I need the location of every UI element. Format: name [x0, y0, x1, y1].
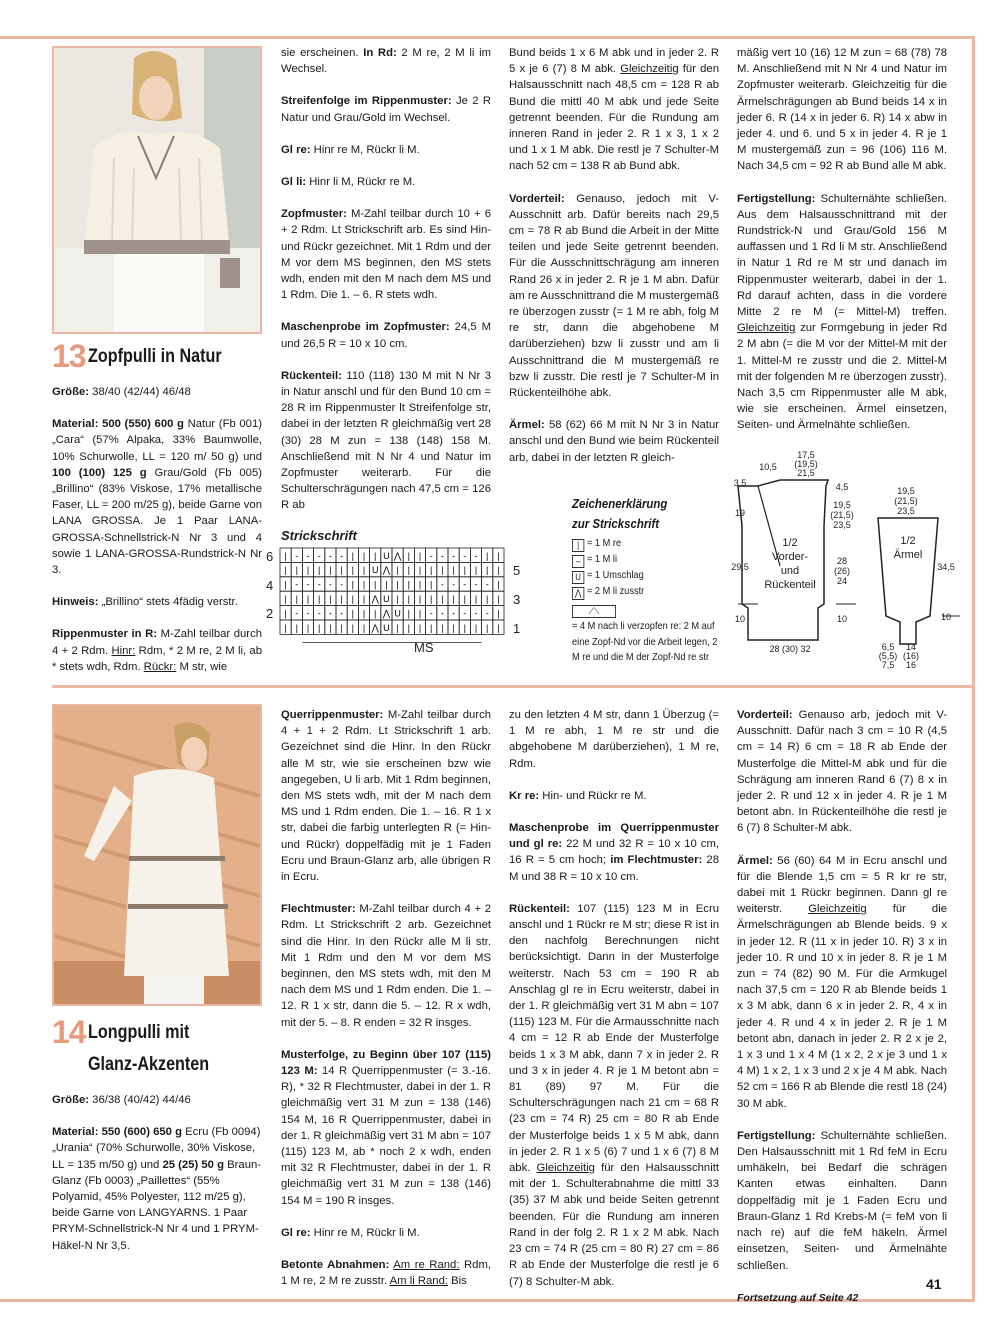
chart-symbol: | — [452, 594, 455, 604]
article14-column-1 — [52, 1092, 262, 1270]
rib-paragraph: Rippenmuster in R: M-Zahl teilbar durch 4 + 2 Rdm. Hinr: Rdm, * 2 M re, 2 M li, ab * stets wdh, Rdm. Rückr: M str, wie — [52, 628, 263, 673]
decrease-symbol-icon: ⋀ — [572, 587, 584, 600]
chart-symbol: | — [430, 579, 433, 590]
knit-symbol-icon: | — [572, 539, 584, 552]
article14-heading-line1: Longpulli mit — [87, 1022, 189, 1043]
sequence-paragraph: Musterfolge, zu Beginn über 107 (115) 123 M: 14 R Querrippenmuster (= 3.-16. R), * 32 R Flechtmuster, dabei in der 1. R gleichmäßig vert 31 M zun = 138 (146) 154 M, 16 R Querrippenmuster, dabei in der 1. R gleichmäßig vert 31 M abn = 107 (115) 123 M, ab * noch 2 x wdh, enden mit 32 R Flechtmuster, dabei in der 1. R gleichmäßig vert 31 M zun = 138 (146) 154 M = 190 R insges. — [281, 1048, 491, 1207]
chart-symbol: U — [383, 550, 390, 561]
sleeve-paragraph: Ärmel: 58 (62) 66 M mit N Nr 3 in Natur anschl und den Bund wie beim Rückenteil arb, dabei in der letzten R gleich- — [509, 419, 719, 464]
legend-yarnover: U = 1 Umschlag — [572, 568, 722, 584]
chart-symbol: | — [463, 622, 466, 633]
chart-symbol: | — [407, 622, 410, 633]
sleeve-cuff-a-1: 6,5 — [881, 642, 895, 652]
size-paragraph-14: Größe: 36/38 (40/42) 44/46 — [52, 1094, 191, 1106]
label-front-1: Vorder- — [771, 551, 809, 563]
chart-symbol: | — [474, 565, 478, 576]
dim-bottom-width: 28 (30) 32 — [769, 644, 811, 654]
top-rule — [0, 36, 975, 39]
chart-symbol: | — [418, 608, 422, 619]
cable-paragraph: Zopfmuster: M-Zahl teilbar durch 10 + 6 + 2 Rdm. Lt Strickschrift arb. Es sind Hin- und Rückr gezeichnet. Mit 1 Rdm und der M vor dem MS beginnen, den MS stets wdh, enden mit den M nach dem MS und 1 Rdm. Die 1. – 6. R stets wdh. — [281, 208, 491, 302]
chart-symbol: | — [340, 622, 343, 633]
dim-neck-left: 10,5 — [759, 462, 777, 472]
knitting-chart — [262, 544, 532, 660]
photo-longpulli — [52, 704, 262, 1006]
sleeve-label-name: Ärmel — [893, 549, 923, 561]
chart-symbol: - — [463, 550, 467, 561]
schematic-front-back — [728, 446, 868, 662]
sleeve-rib: 10 — [940, 612, 952, 622]
chart-symbol: | — [396, 594, 399, 604]
chart-symbol: U — [394, 608, 401, 619]
chart-symbol: | — [430, 594, 433, 604]
chart-symbol: | — [430, 565, 433, 576]
chart-symbol: - — [306, 579, 310, 590]
chart-symbol: ⋀ — [393, 550, 402, 561]
chart-symbol: - — [485, 579, 489, 590]
dim-top-width-1: 17,5 — [797, 450, 815, 460]
row-label-6: 6 — [266, 549, 274, 564]
finish-paragraph: Fertigstellung: Schulternähte schließen. Aus dem Halsausschnittrand mit der Rundstrick-N und Grau/Gold 156 M auffassen und 1 Rd li M str. Anschließend in Natur 1 Rd re M str und danach im Rippenmuster weiterarb, dabei in der 1. Rd darauf achten, dass in die vordere Mitte 2 re M (= Mittel-M) treffen. Gleichzeitig zur Formgebung in jeder Rd 2 M abn (= die M vor der Mittel-M mit der 1. Mittel-M re zusstr und die 2. Mittel-M mit der folgenden M re überzogen zusstr). Nach 3,5 cm Rippenmuster alle M abk, wie sie erscheinen. Ärmel einsetzen, Seiten- und Ärmelnähte schließen. — [737, 192, 947, 432]
chart-symbol: | — [295, 622, 298, 633]
chart-symbol: | — [396, 565, 399, 576]
dim-side-right-2: (26) — [833, 566, 851, 576]
glre-paragraph-14: Gl re: Hinr re M, Rückr li M. — [281, 1226, 420, 1239]
material-paragraph-14: Material: 550 (600) 650 g Ecru (Fb 0094) „Urania“ (70% Schurwolle, 30% Viskose, LL = 135 m/50 g) und 25 (25) 50 g Braun-Glanz (Fb 0003) „Paillettes“ (55% Polyamid, 45% Polyester, 112 m/25 g), beide Garne von LANGYARNS. 1 Paar PRYM-Schnellstrick-N Nr 4 und 1 PRYM-Häkel-N Nr 3,5. — [52, 1126, 262, 1252]
chart-symbol: | — [329, 565, 332, 576]
chart-symbol: | — [362, 550, 366, 561]
chart-symbol: | — [474, 622, 478, 633]
stripes-paragraph: Streifenfolge im Rippenmuster: Je 2 R Natur und Grau/Gold im Wechsel. — [281, 95, 492, 124]
krre-paragraph: Kr re: Hin- und Rückr re M. — [509, 789, 647, 802]
article14-heading-line2: Glanz-Akzenten — [87, 1054, 209, 1075]
chart-symbol: | — [351, 579, 354, 590]
article14-title — [52, 1016, 230, 1080]
chart-symbol: - — [317, 608, 321, 619]
article13-title — [52, 340, 245, 372]
continued-note: Fortsetzung auf Seite 42 — [737, 1291, 859, 1304]
back-paragraph: Rückenteil: 110 (118) 130 M mit N Nr 3 in Natur anschl und für den Bund 10 cm = 28 R im Rippenmuster lt Streifenfolge str, dabei in der letzten R gleichmäßig vert 28 (30) 28 M zun = 138 (148) 158 M. Anschließend mit N Nr 4 und Natur im Zopfmuster weiterarb. Für die Schulterschrägungen nach 47,5 cm = 126 R ab — [281, 369, 491, 512]
chart-symbol: | — [351, 608, 354, 619]
purl-symbol-icon: – — [572, 555, 584, 568]
chart-symbol: ⋀ — [382, 608, 391, 619]
chart-symbol: - — [340, 608, 344, 619]
page-number: 41 — [926, 1276, 942, 1292]
chart-symbol: | — [497, 565, 500, 576]
back-paragraph-14: Rückenteil: 107 (115) 123 M in Ecru anschl und 1 Rückr re M str; diese R ist in den nachfolg Berechnungen nicht berücksichtigt. Dann in der Musterfolge weiterstr. Nach 53 cm = 190 R ab Anschlag gl re in Ecru weiterstr, dabei in der 1. R gleichmäßig vert 31 M abn = 107 (115) 123 M. Für die Armausschnitte nach 4 cm = 12 R ab Ende der Musterfolge beids 1 x 3 M abk, dann 7 x in jeder 2. R und 3 x in jeder 4. R je 1 M betont abn = 81 (89) 97 M. Für die Schulterschrägungen nach 21 cm = 68 R (23 cm = 74 R) 25 cm = 80 R ab Ende der Musterfolge beids 1 x 5 M abk, dann in jeder 2. R 1 x 5 (6) 7 und 1 x 6 (7) 8 M abk. Gleichzeitig für den Halsausschnitt mit der 1. Schulterabnahme die mittl 33 (35) 37 M abk und beide Seiten getrennt beenden. Für die Rundung am inneren Rand in der folg 2. R 1 x 2 M abk. Nach 23 cm = 74 R (25 cm = 80 R) 27 cm = 86 R ab Ende der Musterfolge die restl je 6 (7) 8 Schulter-M abk. — [509, 902, 719, 1288]
chart-symbol: | — [486, 594, 489, 604]
chart-symbol: | — [340, 565, 343, 576]
chart-symbol: - — [474, 579, 478, 590]
chart-symbol: | — [452, 622, 455, 633]
chart-symbol: | — [497, 579, 500, 590]
chart-symbol: | — [306, 622, 310, 633]
glre-paragraph: Gl re: Hinr re M, Rückr li M. — [281, 143, 420, 156]
dim-armhole-3: 23,5 — [833, 520, 851, 530]
sleeve-cuff-a-3: 7,5 — [881, 660, 895, 670]
chart-symbol: - — [340, 579, 344, 590]
chart-symbol: | — [351, 550, 354, 561]
chart-symbol: | — [430, 622, 433, 633]
chart-symbol: - — [317, 579, 321, 590]
legend-cable — [572, 602, 722, 618]
chart-symbol: | — [385, 579, 388, 590]
chart-symbol: | — [340, 594, 343, 604]
article14-number: 14 — [52, 1014, 86, 1050]
legend-knit: | = 1 M re — [572, 536, 722, 552]
chart-symbol: - — [340, 550, 344, 561]
legend-decrease: ⋀ = 2 M li zusstr — [572, 584, 722, 600]
chart-symbol: | — [486, 550, 489, 561]
chart-symbol: - — [295, 608, 299, 619]
finish-paragraph-14: Fertigstellung: Schulternähte schließen. Den Halsausschnitt mit 1 Rd feM in Ecru umhäkeln, bei Bedarf die schrägen Kanten etwas einhalten. Dann doppelfädig mit je 1 Faden Ecru und Braun-Glanz 1 Rd Krebs-M (= feM von li nach re) auf die feM häkeln. Ärmel einsetzen, Seiten- und Ärmelnähte schließen. — [737, 1129, 947, 1272]
legend-purl: – = 1 M li — [572, 552, 722, 568]
chart-symbol: | — [418, 550, 422, 561]
chart-symbol: - — [440, 608, 444, 619]
schematic-sleeve — [866, 484, 966, 672]
chart-symbol: - — [306, 550, 310, 561]
sleeve-cont-paragraph: mäßig vert 10 (16) 12 M zun = 68 (78) 78 M. Anschließend mit N Nr 4 und Natur im Zopfmuster weiterarb. Gleichzeitig für die Ärmelschrägungen ab Bund beids 14 x in jeder 6. R (14 x in jeder 6. R) 14 x abw in jeder 4. und 6. und 5 x in jeder 4. R je 1 M mustergemäß zun = 96 (106) 116 M. Nach 34,5 cm = 92 R ab Bund alle M abk. — [737, 47, 947, 173]
chart-symbol: | — [351, 622, 354, 633]
chart-symbol: | — [362, 622, 366, 633]
chart-symbol: | — [306, 594, 310, 604]
sleeve-label-half: 1/2 — [900, 535, 916, 547]
chart-symbol: | — [418, 594, 422, 604]
chart-symbol: | — [362, 565, 366, 576]
braid-paragraph: Flechtmuster: M-Zahl teilbar durch 4 + 2 Rdm. Lt Strickschrift 2 arb. Gezeichnet sind die Hinr. In den Rückr alle M li str. Mit 1 Rdm und den M vor dem MS beginnen, den MS stets wdh, mit den M nach dem MS und 1 Rdm enden. Die 1. – 12. R 1 x str, dann die 5. – 12. R x wdh, mit der 5. – 8. R enden = 32 R insges. — [281, 903, 491, 1029]
chart-symbol: U — [371, 565, 379, 576]
chart-symbol: - — [474, 608, 478, 619]
chart-symbol: | — [407, 608, 410, 619]
chart-symbol: | — [374, 579, 377, 590]
dim-v-depth: 19 — [734, 508, 746, 518]
chart-symbol: - — [463, 608, 467, 619]
dim-right-top: 4,5 — [835, 482, 849, 492]
decrease-cont-paragraph: zu den letzten 4 M str, dann 1 Überzug (= 1 M re abh, 1 M re str und die abgehobene M darüberziehen), 1 M re, Rdm. — [509, 709, 719, 770]
chart-symbol: | — [295, 594, 298, 604]
sleeve-cuff-b-3: 16 — [905, 660, 917, 670]
article13-column-4 — [737, 45, 947, 450]
label-half: 1/2 — [782, 537, 798, 549]
chart-symbol: | — [318, 594, 321, 604]
sleeve-top-2: (21,5) — [894, 496, 918, 506]
dim-rib-left: 10 — [734, 614, 746, 624]
chart-title: Strickschrift — [281, 528, 357, 543]
chart-symbol: - — [485, 608, 489, 619]
chart-symbol: | — [497, 622, 500, 633]
chart-symbol: | — [441, 594, 444, 604]
chart-symbol: - — [452, 579, 456, 590]
article13-column-1 — [52, 384, 262, 691]
row-label-5: 5 — [513, 563, 521, 578]
chart-symbol: - — [306, 608, 310, 619]
dim-side-right-3: 24 — [836, 576, 848, 586]
chart-symbol: | — [318, 565, 321, 576]
article13-column-3 — [509, 45, 719, 482]
right-rule — [972, 36, 975, 1302]
crossrib-paragraph: Querrippenmuster: M-Zahl teilbar durch 4 + 1 + 2 Rdm. Lt Strickschrift 1 arb. Gezeichnet sind die Hinr. In den Rückr alle M str, wie sie erscheinen bzw wie angegeben, U li arb. Mit 1 Rdm beginnen, den MS stets wdh, mit der M nach dem MS und 1 Rdm enden. Die 1. – 16. R 1 x str, dabei die farbig unterlegten R (= Hin- und Rückr) doppelfädig mit je 1 Faden Ecru und Braun-Glanz arb, alle übrigen R in Ecru. — [281, 709, 491, 884]
chart-symbol: | — [396, 622, 399, 633]
sleeve-length: 34,5 — [937, 562, 955, 572]
legend-title-2: zur Strickschrift — [572, 516, 660, 531]
article13-column-2 — [281, 45, 491, 530]
chart-symbol: | — [418, 565, 422, 576]
chart-symbol: | — [351, 594, 354, 604]
article14-column-4 — [737, 707, 947, 1322]
chart-symbol: | — [374, 608, 377, 619]
chart-symbol: | — [374, 550, 377, 561]
chart-symbol: | — [497, 608, 500, 619]
row-label-4: 4 — [266, 578, 274, 593]
row-label-2: 2 — [266, 606, 274, 621]
chart-symbol: | — [441, 565, 444, 576]
sleeve-top-3: 23,5 — [897, 506, 915, 516]
chart-symbol: - — [474, 550, 478, 561]
chart-symbol: - — [452, 608, 456, 619]
chart-symbol: | — [284, 579, 287, 590]
chart-symbol: - — [328, 579, 332, 590]
dim-shoulder: 3,5 — [733, 478, 747, 488]
article13-number: 13 — [52, 338, 86, 374]
chart-symbol: | — [463, 594, 466, 604]
chart-symbol: | — [407, 579, 410, 590]
chart-symbol: | — [284, 594, 287, 604]
chart-symbol: ⋀ — [371, 622, 379, 633]
chart-symbol: | — [284, 622, 287, 633]
chart-symbol: | — [418, 579, 422, 590]
hint-paragraph: Hinweis: „Brillino“ stets 4fädig verstr. — [52, 596, 238, 609]
label-front-2: und — [780, 565, 800, 577]
chart-symbol: | — [407, 594, 410, 604]
sleeve-cuff-a-2: (5,5) — [878, 651, 898, 661]
chart-symbol: | — [497, 594, 500, 604]
chart-symbol: | — [284, 608, 287, 619]
chart-symbol: | — [329, 622, 332, 633]
chart-symbol: | — [295, 565, 298, 576]
dim-armhole-1: 19,5 — [833, 500, 851, 510]
chart-symbol: | — [474, 594, 478, 604]
chart-symbol: | — [318, 622, 321, 633]
shoulder-paragraph: Bund beids 1 x 6 M abk und in jeder 2. R 5 x je 6 (7) 8 M abk. Gleichzeitig für den Halsausschnitt nach 48,5 cm = 128 R ab Bund die mittl 40 M abk und jede Seite getrennt beenden. Für die Rundung am inneren Rand in jeder 2. R 1 x 3, 1 x 2 und 1 x 1 M abk. Die restl je 7 Schulter-M nach 52 cm = 138 R ab Bund abk. — [509, 47, 719, 173]
chart-symbol: ⋀ — [371, 594, 379, 604]
chart-symbol: | — [284, 565, 287, 576]
chart-symbol: - — [295, 579, 299, 590]
material-paragraph: Material: 500 (550) 600 g Natur (Fb 001) „Cara“ (57% Alpaka, 33% Baumwolle, 10% Schurwolle, LL = 120 m/ 50 g) und 100 (100) 125 g Grau/Gold (Fb 005) „Brillino“ (83% Viskose, 17% metallische Faser, LL = 200 m/25 g), beide Garne von LANA GROSSA. Je 1 Paar LANA-GROSSA-Schnellstrick-N Nr 3 und 4 sowie 1 LANA-GROSSA-Rundstrick-N Nr 3. — [52, 418, 263, 577]
front-paragraph: Vorderteil: Genauso, jedoch mit V-Ausschnitt arb. Dafür bereits nach 29,5 cm = 78 R ab Bund die Arbeit in der Mitte teilen und jede Seite getrennt beenden. Für die Ausschnittschrägung am inneren Rand 26 x in jeder 2. R je 1 M abn. Dafür am re Ausschnittrand die M mustergemäß re überzogen zusstr (= 1 M re abh, folg M re str, dann die abgehobene M darüberziehen) bzw li zusstr und am li Ausschnittrand die M mustergemäß re bzw li zusstr. Die restl je 7 Schulter-M in Rückenteilhöhe abk. — [509, 192, 719, 400]
chart-symbol: - — [452, 550, 456, 561]
sleeve-paragraph-14: Ärmel: 56 (60) 64 M in Ecru anschl und für die Blende 1,5 cm = 5 R kr re str, dabei mit 1 Rückr beginnen. Dann gl re weiterstr. Gleichzeitig für die Ärmelschrägungen ab Blende beids. 9 x in jeder 12. R (11 x in jeder 10. R) 3 x in jeder 10. R und 10 x in jeder 8. R je 1 M zun = 74 (82) 90 M. Für die Armkugel nach 37,5 cm = 120 R ab Blende beids 1 x 3 M abk, dann 6 x in jeder 2. R, 4 x in jeder 4. R und 4 x in jeder 2. R je 1 M betont abn, danach in jeder 2. R 2 x je 2, 1 x 3 und 1 x 4 M (1 x 2, 2 x je 3 und 1 x 4 M) 1 x 2, 1 x 3 und 2 x je 4 M abk. Nach 52 cm = 166 R ab Blende die restl 18 (24) 30 M abk. — [737, 854, 947, 1110]
chart-symbol: - — [328, 608, 332, 619]
dim-rib-right: 10 — [836, 614, 848, 624]
chart-symbol: - — [429, 550, 433, 561]
article13-heading: Zopfpulli in Natur — [87, 346, 222, 367]
sleeve-cuff-b-1: 14 — [905, 642, 917, 652]
chart-symbol: | — [329, 594, 332, 604]
gauge-paragraph: Maschenprobe im Zopfmuster: 24,5 M und 26,5 R = 10 x 10 cm. — [281, 321, 491, 350]
yarnover-symbol-icon: U — [572, 571, 584, 584]
chart-symbol: | — [463, 565, 466, 576]
chart-symbol: | — [418, 622, 422, 633]
row-label-3: 3 — [513, 592, 521, 607]
sleeve-top-1: 19,5 — [897, 486, 915, 496]
chart-symbol: ⋀ — [382, 565, 391, 576]
chart-symbol: | — [362, 579, 366, 590]
chart-symbol: | — [396, 579, 399, 590]
photo-zopfpulli — [52, 46, 262, 334]
chart-symbol: - — [463, 579, 467, 590]
dim-armhole-2: (21,5) — [830, 510, 854, 520]
gauge-paragraph-14: Maschenprobe im Querrippenmuster und gl re: 22 M und 32 R = 10 x 10 cm, 16 R = 5 cm hoch; im Flechtmuster: 28 M und 38 R = 10 x 10 cm. — [509, 822, 719, 883]
chart-symbol: | — [497, 550, 500, 561]
label-front-3: Rückenteil — [764, 579, 816, 591]
chart-symbol: | — [407, 565, 410, 576]
chart-symbol: - — [317, 550, 321, 561]
chart-symbol: | — [306, 565, 310, 576]
row-label-1: 1 — [513, 621, 521, 636]
dim-side-left: 29,5 — [731, 562, 749, 572]
article14-column-2 — [281, 707, 491, 1306]
chart-symbol: | — [351, 565, 354, 576]
size-paragraph: Größe: 38/40 (42/44) 46/48 — [52, 386, 191, 398]
chart-symbol: | — [452, 565, 455, 576]
cable-symbol-icon: ⟋⟍ — [572, 605, 616, 618]
front-paragraph-14: Vorderteil: Genauso arb, jedoch mit V-Ausschnitt. Dafür nach 3 cm = 10 R (4,5 cm = 14 R) 6 cm = 18 R ab Ende der Musterfolge die Mittel-M abk und für die Schrägung am inneren Rand 6 (7) 8 x in jeder 2. R und 12 x in jeder 4. R je 1 M betont abn. In Rückenteilhöhe die restl je 6 (7) 8 Schulter-M abk. — [737, 709, 947, 835]
chart-symbol: | — [486, 565, 489, 576]
chart-symbol: - — [440, 550, 444, 561]
chart-symbol: - — [440, 579, 444, 590]
chart-symbol: - — [295, 550, 299, 561]
chart-symbol: | — [441, 622, 444, 633]
article14-column-3 — [509, 707, 719, 1306]
decrease-paragraph: Betonte Abnahmen: Am re Rand: Rdm, 1 M re, 2 M re zusstr. Am li Rand: Bis — [281, 1259, 492, 1288]
chart-symbol: U — [383, 622, 390, 633]
chart-symbol: | — [362, 608, 366, 619]
legend-cable-text: = 4 M nach li verzopfen re: 2 M auf eine Zopf-Nd vor die Arbeit legen, 2 M re und die M der Zopf-Nd re str — [572, 620, 718, 663]
chart-symbol: | — [407, 550, 410, 561]
rib-round-paragraph: sie erscheinen. In Rd: 2 M re, 2 M li im Wechsel. — [281, 47, 492, 76]
dim-side-right-1: 28 — [836, 556, 848, 566]
legend — [572, 494, 722, 666]
chart-symbol: | — [284, 550, 287, 561]
sleeve-cuff-b-2: (16) — [902, 651, 920, 661]
chart-ms-label: MS — [414, 640, 434, 655]
chart-symbol: | — [362, 594, 366, 604]
glli-paragraph: Gl li: Hinr li M, Rückr re M. — [281, 176, 416, 189]
chart-symbol: - — [328, 550, 332, 561]
chart-symbol: U — [383, 594, 390, 604]
dim-top-width-3: 21,5 — [797, 468, 815, 478]
legend-title-1: Zeichenerklärung — [572, 496, 668, 511]
chart-symbol: | — [486, 622, 489, 633]
dim-top-width-2: (19,5) — [794, 459, 818, 469]
chart-symbol: - — [429, 608, 433, 619]
